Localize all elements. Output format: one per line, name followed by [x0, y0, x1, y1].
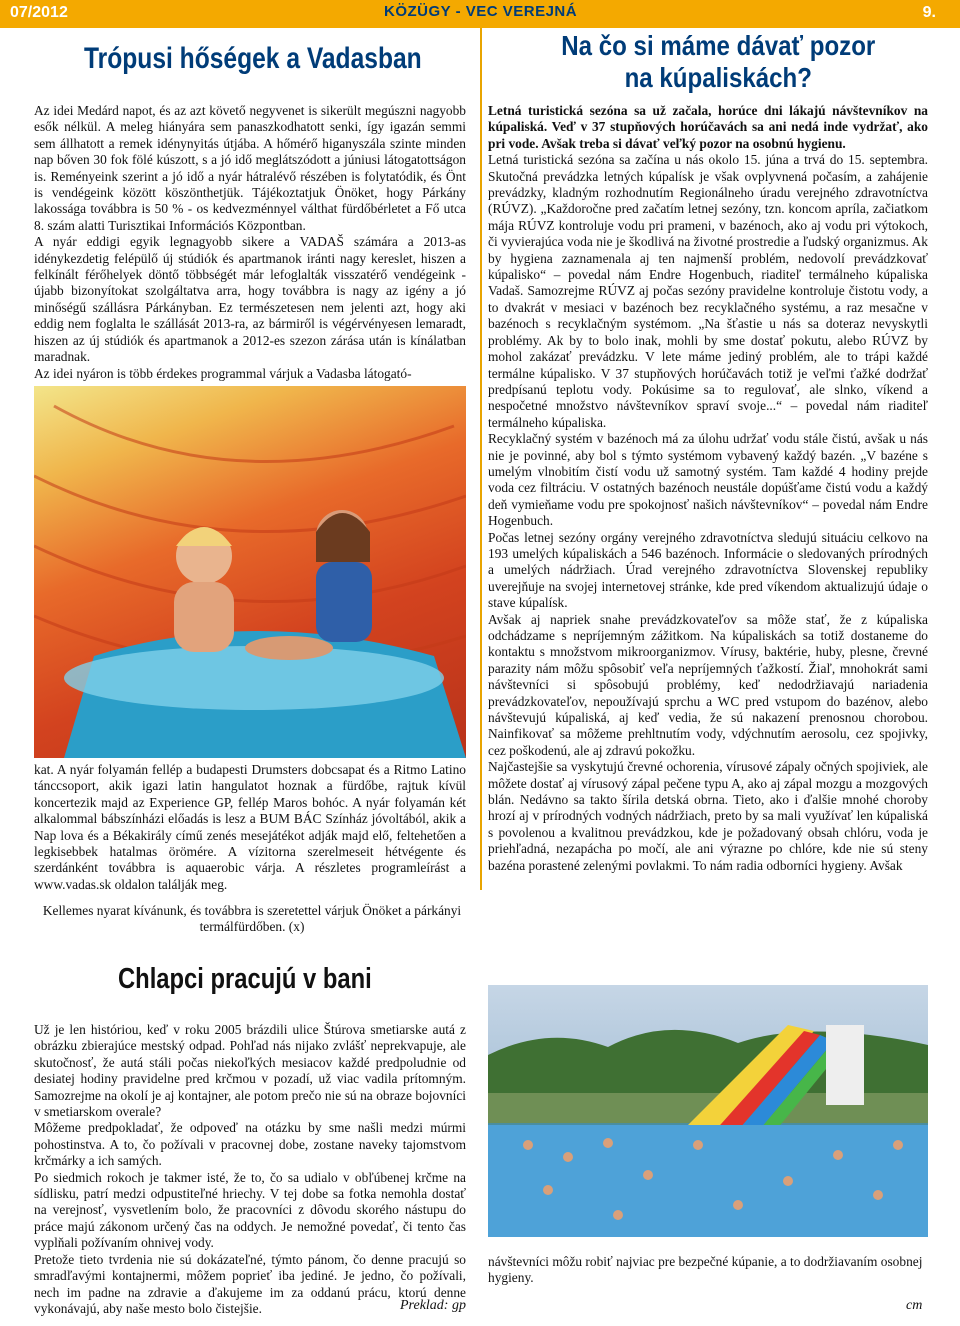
- article2-body: [488, 103, 928, 874]
- article1-paragraph-4: kat. A nyár folyamán fellép a budapesti Drumsters dobcsapat és a Ritmo Latino tánccsoport, akik igazi latin hangulatot hoznak a fürdőbe, rajtuk kívül koncertezik majd az Experience GP, fellép Maros bohóc. A nyár folyamán két alkalommal bábszínházi előadás is lesz a BUM BÁC Színház jóvoltából, akik a Nap lova és a Békakirály című zenés mesejátékot adják majd elő, feltehetően a legkisebbek hatalmas örömére. A vízitorna szerelmeseit hétvégente és szerdánként továbbra is aquaerobic várja. A részletes programleírást a www.vadas.sk oldalon találják meg.: [34, 762, 466, 892]
- column-divider: [480, 28, 482, 890]
- article2-title: Na čo si máme dávať pozor na kúpaliskách?: [561, 30, 876, 93]
- article3-credit: Preklad: gp: [400, 1298, 466, 1313]
- pool-illustration: [488, 985, 928, 1237]
- page-number: 9.: [922, 4, 936, 21]
- article1-body-bottom: [34, 762, 466, 893]
- article2-paragraph-4: Avšak aj napriek snahe prevádzkovateľov sa môže stať, že z kúpaliska odchádzame s nepríjemným zážitkom. Na kúpaliskách sa totiž dostaneme do kontaktu s množstvom mikroorganizmov. Vírusy, baktérie, huby, plesne, črevné parazity nám môžu spôsobiť veľa nepríjemných ťažkostí. Žiaľ, mnohokrát sami návštevníci si spôsobujú problémy, keď nedodržiavajú nariadenia prevádzkovateľov, nepoužívajú sprchu a WC pred vstupom do bazénov, alebo návštevujú kúpaliská, aj keď vedia, že sú nakazení prenosnou chorobou. Nainfikovať sa môžeme prehltnutím vody, vdýchnutím aerosolu, cez spojivky, cez poškodenú, ale aj zdravú pokožku.: [488, 611, 928, 758]
- article2-lead: Letná turistická sezóna sa už začala, horúce dni lákajú návštevníkov na kúpaliská. Veď v 37 stupňových horúčavách sa ani nedá inde vydržať, ako pri vode. Avšak treba si dávať veľký pozor na osobnú hygienu.: [488, 103, 928, 151]
- article1-body-top: [34, 103, 466, 382]
- article3-paragraph-2: Môžeme predpokladať, že odpoveď na otázku by sme našli medzi múrmi pohostinstva. A to, čo požívali v pracovnej dobe, zostane naveky tajomstvom krčmárky a ich samých.: [34, 1120, 466, 1169]
- waterslide-illustration: [34, 386, 466, 758]
- waterslide-photo: [34, 386, 466, 758]
- article2-paragraph-3: Počas letnej sezóny orgány verejného zdravotníctva sledujú situáciu celkovo na 193 umelých kúpaliskách a 546 bazénoch. Informácie o sledovaných prírodných a umelých nádržiach. Úrad verejného zdravotníctva Slovenskej republiky uverejňuje na svojej internetovej stránke, kde pred víkendom aktualizujú údaje o stave kúpalísk.: [488, 529, 928, 611]
- article2-paragraph-5: Najčastejšie sa vyskytujú črevné ochorenia, vírusové zápaly očných spojiviek, ale môžete dostať aj vírusový zápal pečene typu A, ako aj zápal mozgu a mozgových blán. Nedávno sa takto šírila detská obrna. Tieto, ako i ďalšie mnohé choroby hrozí aj v prírodných vodných nádržiach, preto by sa mali využívať len kúpaliská s povolenou a kvalitnou prevádzkou, kde je požadovaný obsah chlóru, voda je priehľadná, nezapácha po močí, ale ani výrazne po chlóre, kde nie sú steny bazéna porastené zelenými povlakmi. To nám radia odborníci hygieny. Avšak: [488, 759, 928, 873]
- article1-paragraph-1: Az idei Medárd napot, és az azt követő negyvenet is sikerült megúszni nagyobb esők nélkül. A meleg hiányára sem panaszkodhatott senki, így igazán semmi sem állhatott a remek idénynyitás útjába. A hőmérő higanyszála szinte minden nap bőven 30 fok fölé kúszott, s a jó idő meglátszódott a júniusi látogatottságon is. Reményeink szerint a jó idő a nyár hátralévő részében is folytatódik, és Önt is vendégeink között köszönthetjük. Tájékoztatjuk Önöket, hogy Párkány lakossága továbbra is 50 % - os kedvezménnyel válthat fürdőbérletet a Fő utca 8. szám alatti Turisztikai Információs Központban.: [34, 103, 466, 233]
- article1-closing: Kellemes nyarat kívánunk, és továbbra is szeretettel várjuk Önöket a párkányi termálfürdőben. (x): [42, 903, 462, 934]
- article2-paragraph-2: Recyklačný systém v bazénoch má za úlohu udržať vodu stále čistú, avšak u nás nie je povinné, aby bol s týmto systémom vybavený každý bazén. „V bazéne s umelým vlnobitím čistí vodu už samotný systém. Tam každé 4 hodiny prejde voda cez filtráciu. V ostatných bazénoch neustále dopúšťame čistú vodu a každý deň vymieňame vodu pre spokojnosť našich návštevníkov“ – povedal nám Endre Hogenbuch.: [488, 431, 928, 529]
- article2-paragraph-1: Letná turistická sezóna sa začína u nás okolo 15. júna a trvá do 15. septembra. Skutočná prevádzka letných kúpalísk je však ovplyvnená počasím, a zahájenie prevádzky, kladným rozhodnutím Regionálneho úradu verejného zdravotníctva (RÚVZ). „Každoročne pred začatím letnej sezóny, tzn. koncom apríla, začiatkom mája RÚVZ kontroluje vodu pri prameni, v bazénoch, ako aj vodu pri výtokoch, či vyvierajúca voda nie je škodlivá na životné prostredie a ľudský organizmus. Ak by hygiena zaznamenala aj ten najmenší problém, nedovolí prevádzkovať kúpalisko“ – povedal nám Endre Hogenbuch, riaditeľ termálneho kúpaliska Vadaš. Samozrejme RÚVZ aj počas sezóny pravidelne kontroluje čistotu vody, a to dvakrát v mesiaci v bazénoch bez recyklačného systému, a raz mesačne v bazénoch s recyklačným systémom. „Na šťastie u nás sa doteraz nevyskytli problémy. Ak by to bolo inak, mohli by sme dostať pokutu, alebo RÚVZ by mohol zakázať prevádzku. V lete máme jediný problém, ale to trápi každé termálne kúpalisko. V 37 stupňových horúčavách totiž je veľmi ťažké dodržať predpísanú teplotu vody. Pokúsime sa to regulovať, ale slnko, víkend a nespočetné množstvo návštevníkov spraví svoje...“ – povedal nám riaditeľ termálneho kúpaliska.: [488, 152, 928, 430]
- page-header: [0, 0, 960, 28]
- section-title: KÖZÜGY - VEC VEREJNÁ: [384, 3, 578, 20]
- article2-tail: návštevníci môžu robiť najviac pre bezpečné kúpanie, a to dodržiavaním osobnej hygieny.: [488, 1254, 923, 1286]
- article3-paragraph-3: Po siedmich rokoch je takmer isté, že to, čo sa udialo v obľúbenej krčme na sídlisku, patrí medzi odpustiteľné hriechy. V tej dobe sa fotka nemohla dostať na verejnosť, vysvetlením bolo, že pracovníci z dôvodu skorého nástupu do práce majú zákonom určený čas na oddych. Je nemožné povedať, či tento čas vyplňali požívaním ohnivej vody.: [34, 1169, 466, 1251]
- article3-title: Chlapci pracujú v bani: [118, 963, 372, 995]
- article1-title: Trópusi hőségek a Vadasban: [84, 42, 422, 75]
- swimming-pool-photo: [488, 985, 928, 1237]
- article3-paragraph-1: Už je len históriou, keď v roku 2005 brázdili ulice Štúrova smetiarske autá z obrázku zbierajúce mestský odpad. Pohľad nás nijako zvlášť neprekvapuje, ale skutočnosť, že autá stáli počas niekoľkých mesiacov každé predpoludnie od desiatej hodiny pravidelne pred krčmou v pozadí, už viac vadila prítomným. Samozrejme na okolí je aj kontajner, ale potom prečo nie sú na obraze bojovníci v smetiarskom overale?: [34, 1022, 466, 1120]
- article1-paragraph-3: Az idei nyáron is több érdekes programmal várjuk a Vadasba látogató-: [34, 365, 412, 381]
- article1-paragraph-2: A nyár eddigi egyik legnagyobb sikere a VADAŠ számára a 2013-as idénykezdetig felépülő új stúdiók és apartmanok iránti nagy kereslet, hiszen a felkínált férőhelyek döntő többségét már lefoglalták visszatérő vendégeink - újabb bizonyítokat szolgáltatva arra, hogy továbbra is nagy az igény a jó minőségű szállásra Párkányban. Ez természetesen nem jelenti azt, hogy aki eddig nem foglalta le szállását 2013-ra, az bármiről is végérvényesen lemaradt, hiszen az új stúdiók és apartmanok a 2012-es szezon zárása után is kínálatban maradnak.: [34, 234, 466, 365]
- issue-number: 07/2012: [10, 4, 68, 21]
- article2-signature: cm: [906, 1298, 923, 1313]
- article3-paragraph-4: Pretože tieto tvrdenia nie sú dokázateľné, týmto pánom, čo denne pracujú so smradľavými kontajnermi, môžem poprieť iba jediné. Je jedno, čo požívali, nech im padne na zdravie a ďakujeme im za oddanú prácu, ktorú denne vykonávajú, aby naše mesto bolo čistejšie.: [34, 1251, 466, 1316]
- article3-body: [34, 1022, 466, 1317]
